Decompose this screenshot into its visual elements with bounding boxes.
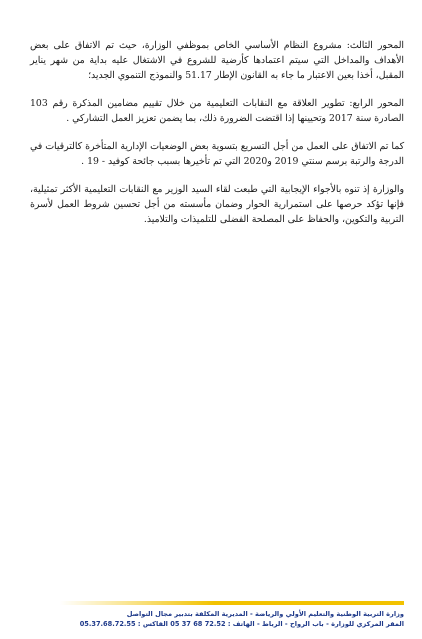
footer-divider [60,601,404,605]
paragraph-conclusion: والوزارة إذ تنوه بالأجواء الإيجابية التي طبعت لقاء السيد الوزير مع النقابات التعليمية الأكثر تمثيلية، فإنها تؤكد حرصها على استمرارية الحوار وضمان مأسسته من أجل تحسين شروط العمل لأسرة التربية والتكوين، والحفاظ على المصلحة الفضلى للتلميذات والتلاميذ. [30,184,404,225]
page-footer [60,601,404,629]
document-body [30,38,404,240]
footer-ministry-line: وزارة التربية الوطنية والتعليم الأولي والرياضة - المديرية المكلفة بتدبير مجال التواصل [126,610,404,618]
footer-contact-line: المقر المركزي للوزارة - باب الرواح - الرباط - الهاتف : 72.52 68 37 05 الفاكس : 05.37.68.72.55 [79,620,404,628]
paragraph-axis-three: المحور الثالث: مشروع النظام الأساسي الخاص بموظفي الوزارة، حيث تم الاتفاق على بعض الأهداف والمداخل التي سيتم اعتمادها كأرضية للشروع في الاشتغال عليه بداية من شهر يناير المقبل، أخذا بعين الاعتبار ما جاء به القانون الإطار 51.17 والنموذج التنموي الجديد؛ [30,40,404,81]
paragraph-axis-four: المحور الرابع: تطوير العلاقة مع النقابات التعليمية من خلال تقييم مضامين المذكرة رقم 103 الصادرة سنة 2017 وتحيينها إذا اقتضت الضرورة ذلك، بما يضمن تعزيز العمل التشاركي . [30,98,404,124]
paragraph-agreement: كما تم الاتفاق على العمل من أجل التسريع بتسوية بعض الوضعيات الإدارية المتأخرة كالترقيات في الدرجة والرتبة برسم سنتي 2019 و2020 التي تم تأخيرها بسبب جائحة كوفيد - 19 . [30,141,404,167]
